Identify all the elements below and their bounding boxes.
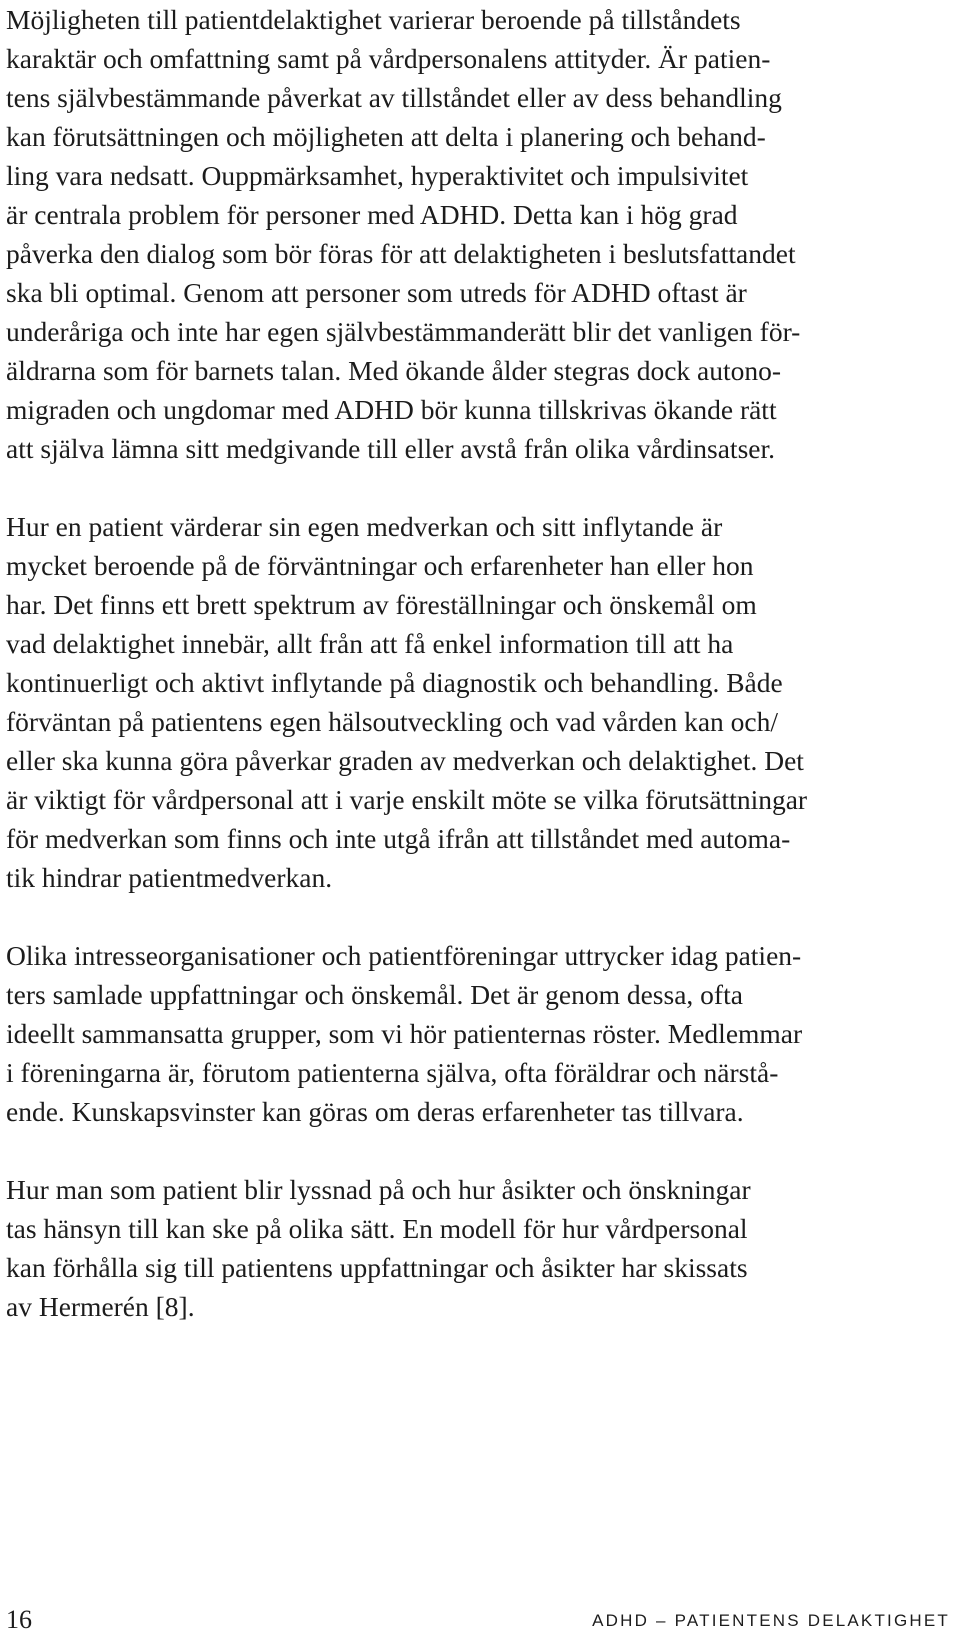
text-line: kan förutsättningen och möjligheten att delta i planering och behand- xyxy=(6,121,766,152)
text-line: av Hermerén [8]. xyxy=(6,1291,195,1322)
running-title: ADHD – PATIENTENS DELAKTIGHET xyxy=(592,1611,950,1630)
text-line: ende. Kunskapsvinster kan göras om deras erfarenheter tas tillvara. xyxy=(6,1096,744,1127)
text-line: underåriga och inte har egen självbestämmanderätt blir det vanligen för- xyxy=(6,316,801,347)
text-line: i föreningarna är, förutom patienterna själva, ofta föräldrar och närstå- xyxy=(6,1057,779,1088)
paragraph-1 xyxy=(6,0,954,468)
text-line: ters samlade uppfattningar och önskemål. Det är genom dessa, ofta xyxy=(6,979,743,1010)
text-line: vad delaktighet innebär, allt från att få enkel information till att ha xyxy=(6,628,734,659)
text-line: äldrarna som för barnets talan. Med ökande ålder stegras dock autono- xyxy=(6,355,782,386)
text-line: eller ska kunna göra påverkar graden av medverkan och delaktighet. Det xyxy=(6,745,804,776)
text-line: för medverkan som finns och inte utgå ifrån att tillståndet med automa- xyxy=(6,823,791,854)
text-line: har. Det finns ett brett spektrum av föreställningar och önskemål om xyxy=(6,589,757,620)
text-line: ska bli optimal. Genom att personer som utreds för ADHD oftast är xyxy=(6,277,747,308)
text-line: Hur man som patient blir lyssnad på och hur åsikter och önskningar xyxy=(6,1174,751,1205)
paragraph-4 xyxy=(6,1170,954,1326)
text-line: ideellt sammansatta grupper, som vi hör patienternas röster. Medlemmar xyxy=(6,1018,803,1049)
text-line: migraden och ungdomar med ADHD bör kunna tillskrivas ökande rätt xyxy=(6,394,777,425)
text-line: tik hindrar patientmedverkan. xyxy=(6,862,333,893)
document-body xyxy=(6,0,954,1365)
text-line: tens självbestämmande påverkat av tillståndet eller av dess behandling xyxy=(6,82,782,113)
text-line: karaktär och omfattning samt på vårdpersonalens attityder. Är patien- xyxy=(6,43,771,74)
text-line: Möjligheten till patientdelaktighet varierar beroende på tillståndets xyxy=(6,4,741,35)
text-line: påverka den dialog som bör föras för att delaktigheten i beslutsfattandet xyxy=(6,238,796,269)
text-line: är centrala problem för personer med ADHD. Detta kan i hög grad xyxy=(6,199,738,230)
text-line: tas hänsyn till kan ske på olika sätt. En modell för hur vårdpersonal xyxy=(6,1213,748,1244)
paragraph-2 xyxy=(6,507,954,897)
text-line: Olika intresseorganisationer och patientföreningar uttrycker idag patien- xyxy=(6,940,802,971)
text-line: mycket beroende på de förväntningar och erfarenheter han eller hon xyxy=(6,550,754,581)
paragraph-3 xyxy=(6,936,954,1131)
text-line: förväntan på patientens egen hälsoutveckling och vad vården kan och/ xyxy=(6,706,779,737)
text-line: kan förhålla sig till patientens uppfattningar och åsikter har skissats xyxy=(6,1252,748,1283)
text-line: är viktigt för vårdpersonal att i varje enskilt möte se vilka förutsättningar xyxy=(6,784,808,815)
text-line: att själva lämna sitt medgivande till eller avstå från olika vårdinsatser. xyxy=(6,433,775,464)
text-line: kontinuerligt och aktivt inflytande på diagnostik och behandling. Både xyxy=(6,667,783,698)
text-line: ling vara nedsatt. Ouppmärksamhet, hyperaktivitet och impulsivitet xyxy=(6,160,749,191)
text-line: Hur en patient värderar sin egen medverkan och sitt inflytande är xyxy=(6,511,723,542)
page-number: 16 xyxy=(6,1605,32,1634)
